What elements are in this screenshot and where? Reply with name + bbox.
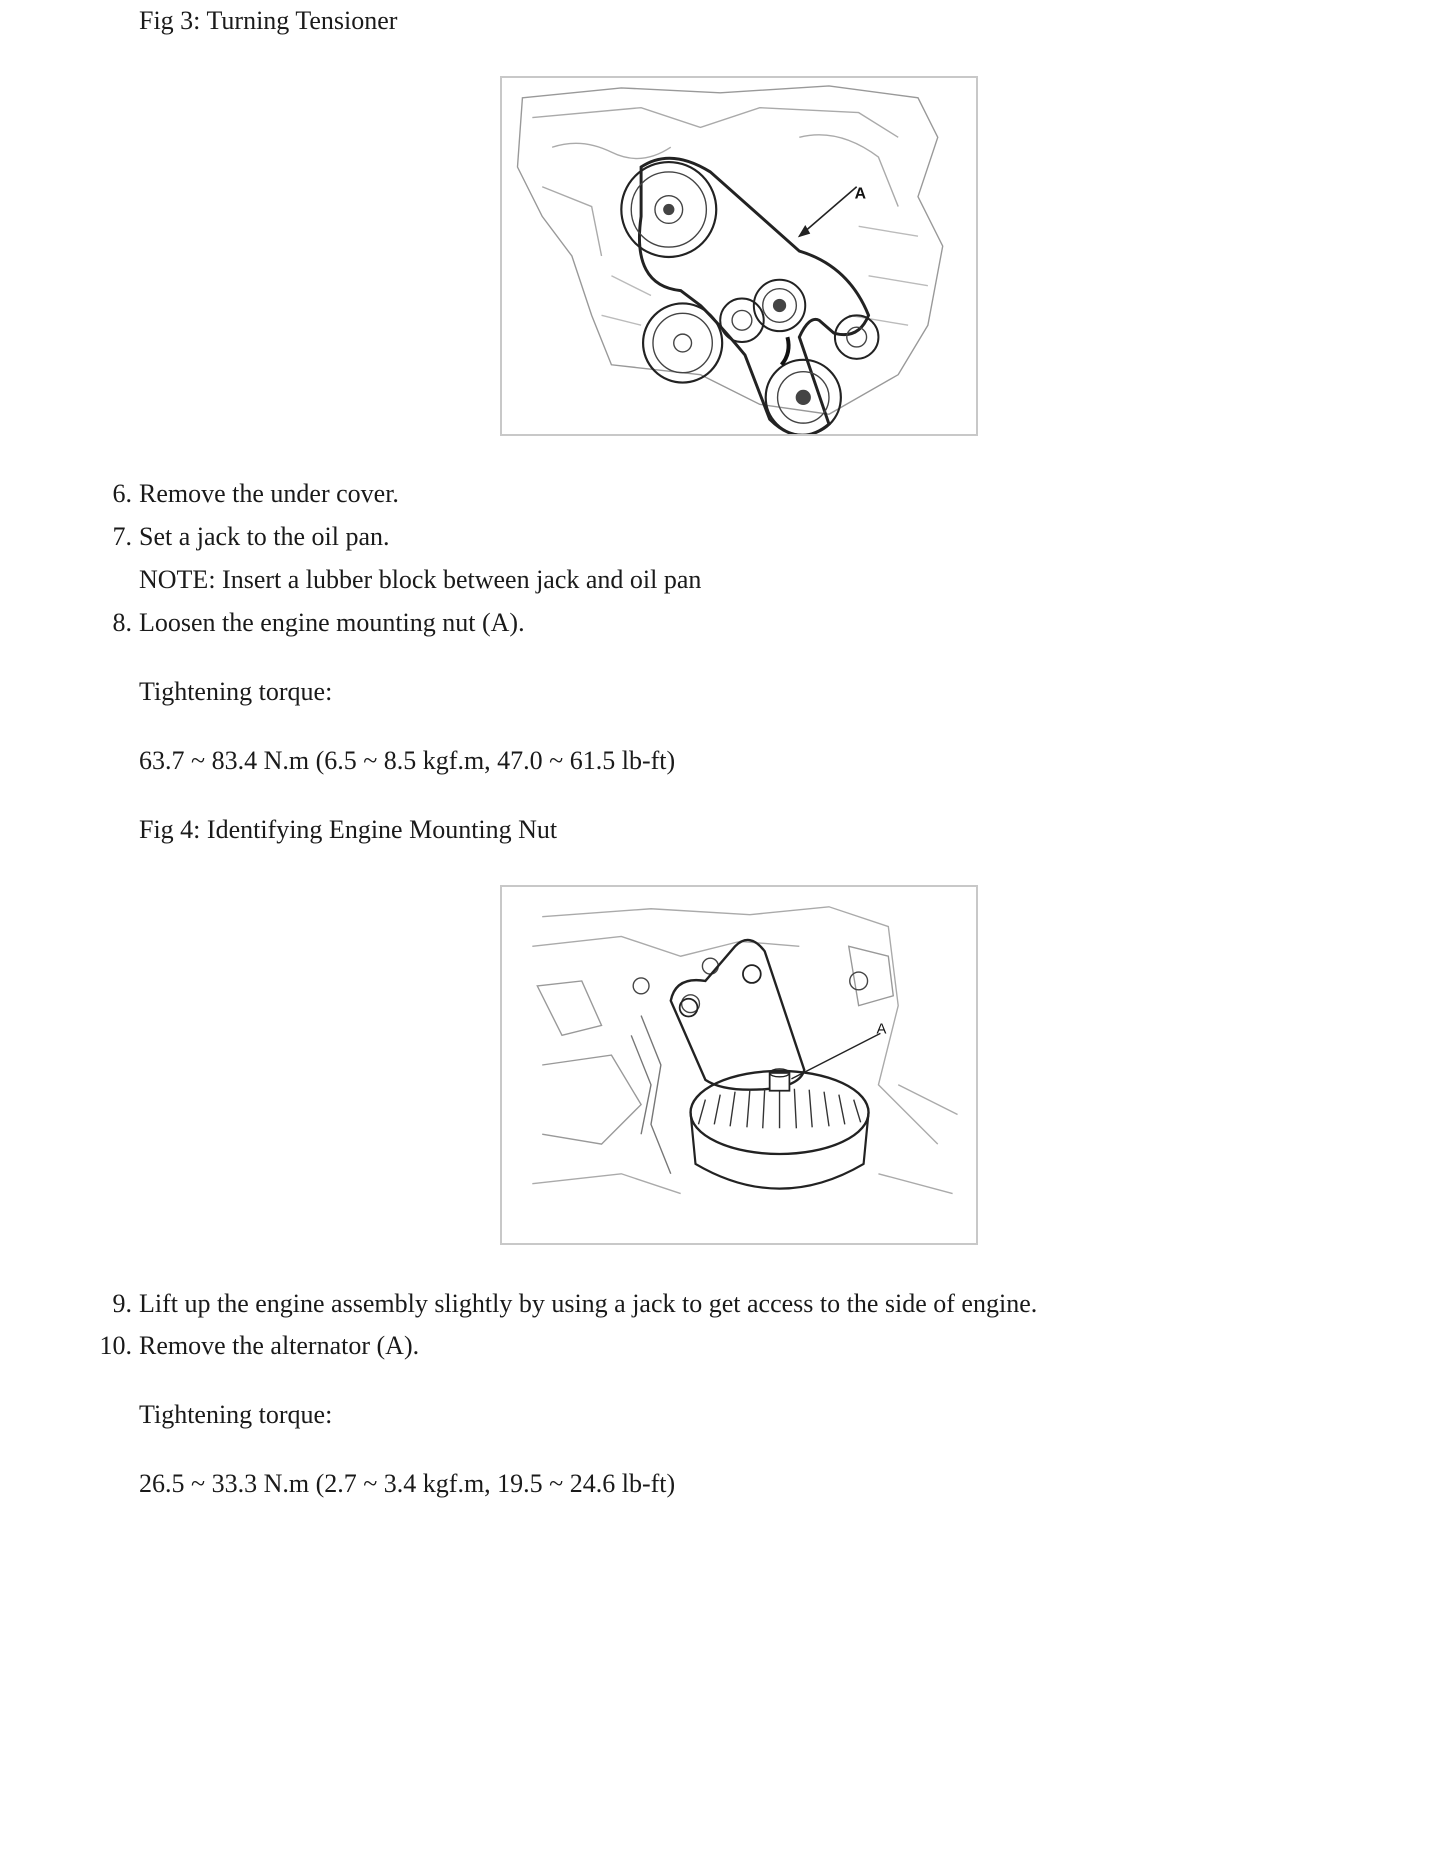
step-8-torque-value: 63.7 ~ 83.4 N.m (6.5 ~ 8.5 kgf.m, 47.0 ~ 61.5 lb-ft)	[139, 746, 676, 775]
fig3-label-a: A	[854, 185, 867, 203]
step-9-number: 9.	[112, 1289, 132, 1318]
step-9-text: Lift up the engine assembly slightly by using a jack to get access to the side of engine.	[139, 1289, 1038, 1318]
fig4-caption: Fig 4: Identifying Engine Mounting Nut	[139, 815, 558, 844]
step-7-text: Set a jack to the oil pan.	[139, 522, 390, 551]
fig3-belt-diagram-image	[500, 76, 978, 436]
fig4-label-a: A	[876, 1021, 887, 1038]
step-7-number: 7.	[112, 522, 132, 551]
step-8-number: 8.	[112, 608, 132, 637]
step-6-text: Remove the under cover.	[139, 479, 399, 508]
step-8-text: Loosen the engine mounting nut (A).	[139, 608, 525, 637]
step-10-torque-label: Tightening torque:	[139, 1400, 333, 1429]
step-8-torque-label: Tightening torque:	[139, 677, 333, 706]
fig3-caption: Fig 3: Turning Tensioner	[139, 6, 398, 35]
step-10-text: Remove the alternator (A).	[139, 1331, 420, 1360]
step-10-number: 10.	[99, 1331, 132, 1360]
step-7-note: NOTE: Insert a lubber block between jack and oil pan	[139, 565, 702, 594]
step-6-number: 6.	[112, 479, 132, 508]
step-10-torque-value: 26.5 ~ 33.3 N.m (2.7 ~ 3.4 kgf.m, 19.5 ~ 24.6 lb-ft)	[139, 1469, 676, 1498]
fig4-engine-mount-image	[500, 885, 978, 1245]
